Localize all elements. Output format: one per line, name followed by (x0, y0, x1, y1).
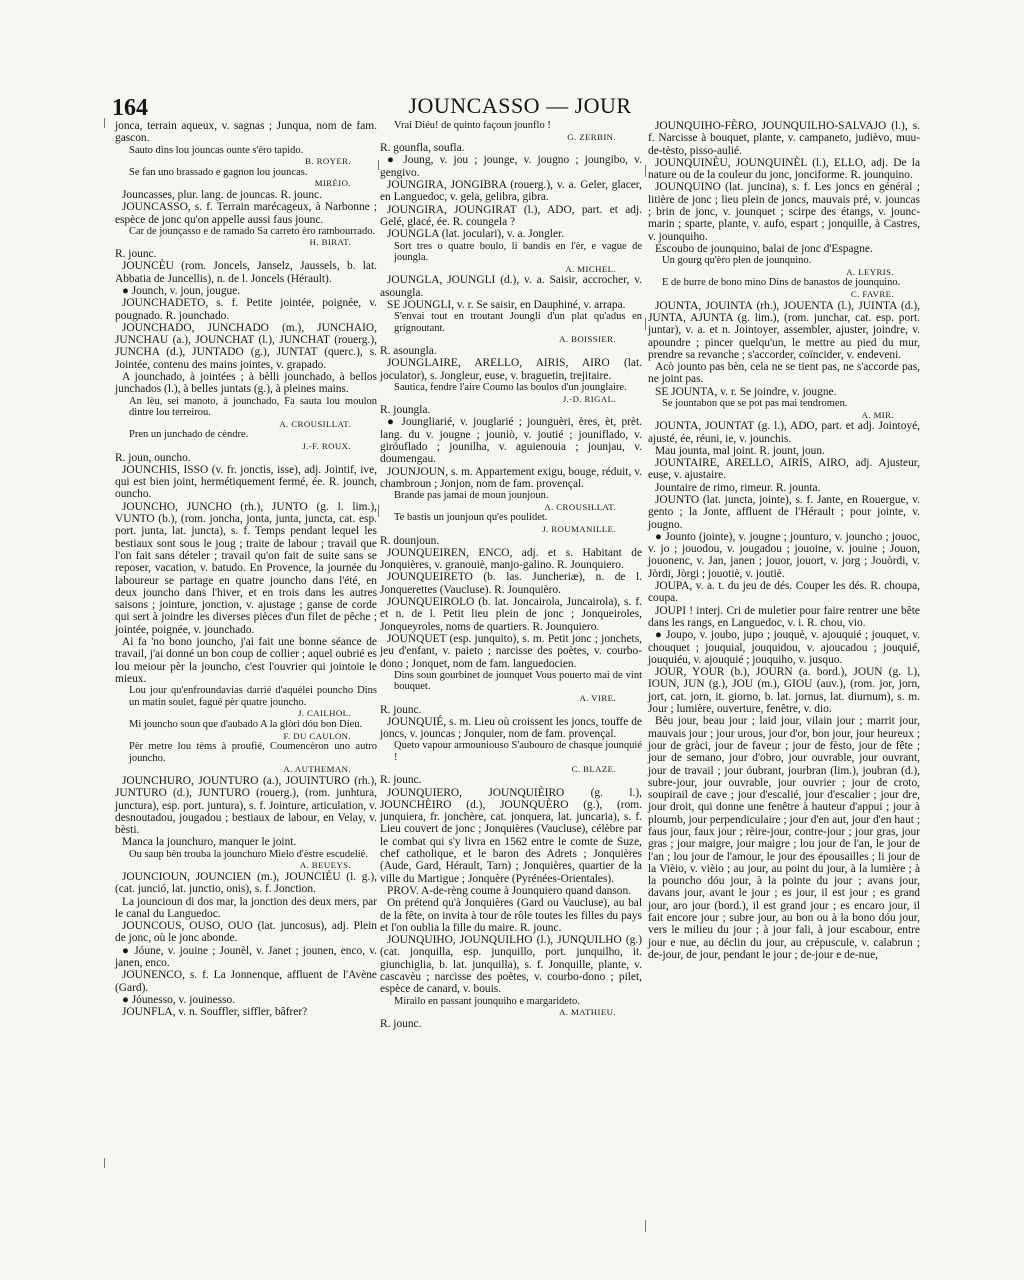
dictionary-entry: JOUNQUEIRETO (b. las. Juncheriæ), n. de l. Jonquerettes (Vaucluse). R. Jounquièro. (380, 571, 642, 596)
dictionary-entry: Jouncasses, plur. lang. de jouncas. R. jounc. (122, 188, 322, 201)
quotation: Vrai Diéu! de quinto façoun jounflo ! (394, 120, 551, 131)
dictionary-entry: JOUNJOUN, s. m. Appartement exigu, bouge, réduit, v. chambroun ; Jonjon, nom de fam. provençal. (380, 465, 642, 490)
dictionary-entry: JOUNGIRA, JONGIBRA (rouerg.), v. a. Geler, glacer, en Languedoc, v. gela, gelibra, gibra. (380, 179, 642, 204)
quotation: Brande pas jamai de moun jounjoun. (394, 490, 549, 502)
column-divider (645, 165, 646, 177)
dictionary-entry: JOUNCOUS, OUSO, OUO (lat. juncosus), adj. Plein de jonc, où le jonc abonde. (115, 920, 377, 945)
column-3 (648, 120, 920, 961)
dictionary-entry: JOUNQUIHO, JOUNQUILHO (l.), JUNQUILHO (g.) (cat. jonquilla, esp. junquillo, port. junquilho, it. giunchiglia, b. lat. junquilla), s. f. Jonquille, plante, v. cascavèu ; narcisse des poètes, v. courbo-dono ; pilet, espèce de canard, v. bouis. (380, 934, 642, 996)
dictionary-entry: R. jounc. (115, 248, 157, 261)
column-divider (378, 505, 379, 517)
dictionary-entry: A jounchado, à jointées ; à bèlli jounchado, à bellos junchados (l.), à belles juntats (g.), à pleines mains. (115, 371, 377, 396)
attribution: B. ROYER. (305, 156, 351, 167)
attribution: C. BLAZE. (571, 763, 616, 774)
dictionary-entry: Acò jounto pas bèn, cela ne se tient pas, ne s'accorde pas, ne joint pas. (648, 361, 920, 386)
quotation: E de burre de bono mino Dins de banastos de jounquino. (662, 277, 901, 289)
margin-mark (104, 1158, 105, 1168)
column-divider (645, 1220, 646, 1232)
dictionary-entry: PROV. A-de-rèng coume à Jounquiero quand danson. (387, 884, 632, 897)
attribution: C. FAVRE. (850, 289, 894, 300)
dictionary-entry: Mau jounta, mal joint. R. jount, joun. (655, 444, 825, 457)
dictionary-entry: SE JOUNGLI, v. r. Se saisir, en Dauphiné, v. arrapa. (387, 298, 626, 311)
dictionary-entry: JOUPA, v. a. t. du jeu de dés. Couper les dés. R. choupa, coupa. (648, 580, 920, 605)
attribution: J.-F. ROUX. (302, 440, 351, 451)
attribution: H. BIRAT. (309, 237, 351, 248)
quotation: Te bastis un jounjoun qu'es poulidet. (394, 512, 548, 524)
dictionary-entry: JOUNENCO, s. f. La Jonnenque, affluent de l'Avène (Gard). (115, 969, 377, 994)
dictionary-entry: JOUNCHIS, ISSO (v. fr. jonctis, isse), adj. Jointif, ive, qui est bien joint, hermétiquement fermé, ée. R. jounch, ouncho. (115, 463, 377, 501)
dictionary-entry: R. jounc. (380, 703, 422, 716)
dictionary-entry: JOUNQUINO (lat. juncina), s. f. Les joncs en général ; litière de jonc ; lieu plein de joncs, mauvais pré, v. jouncas ; brin de jonc, v. jounquet ; scirpe des étangs, v. jounc-marin ; sparte, plante, v. aufo, espart ; jonquille, à Castres, v. jounquiho. (648, 181, 920, 243)
dictionary-entry: jonca, terrain aqueux, v. sagnas ; Junqua, nom de fam. gascon. (115, 120, 377, 145)
dictionary-entry: JOUNCIOUN, JOUNCIEN (m.), JOUNCIÉU (l. g.), (cat. junció, lat. junctio, onis), s. f. Jonction. (115, 870, 377, 896)
dictionary-entry: ● Jóunesso, v. jouinesso. (122, 993, 236, 1006)
attribution: A. CROUSILLAT. (279, 418, 351, 429)
dictionary-entry: Escoubo de jounquino, balai de jonc d'Espagne. (655, 242, 873, 255)
dictionary-entry: JOUNTA, JOUINTA (rh.), JOUENTA (l.), JUINTA (d.), JUNTA, AJUNTA (g. lim.), (rom. junchar, cat. esp. port. juntar), v. a. et n. Jointoyer, assembler, ajuster, joindre, v. apoundre ; pincer quelqu'un, le mettre au pied du mur, prendre sa revanche ; s'accorder, coïncider, v. endeveni. (648, 299, 920, 361)
dictionary-entry: R. asoungla. (380, 345, 437, 358)
attribution: A. MATHIEU. (559, 1007, 616, 1018)
dictionary-entry: JOUNQUIHO-FÈRO, JOUNQUILHO-SALVAJO (l.), s. f. Narcisse à bouquet, plante, v. campaneto, judièvo, muu-de-tèsto, pisso-aulié. (648, 120, 920, 157)
running-title: JOUNCASSO — JOUR (408, 93, 632, 118)
dictionary-entry: ● Jounto (jointe), v. jougne ; jounturo, v. jouncho ; jouoc, v. jo ; jouodou, v. jougadou ; jouoine, v. jouine ; Jouon, jouonenc, v. Jan, janen ; jouor, jouort, v. jorg ; Jouòrdi, v. Jòrdi, Jòrgi ; jouotiè, v. joutiè. (648, 530, 920, 580)
dictionary-entry: JOUNGLAIRE, ARELLO, AIRIS, AIRO (lat. joculator), s. Jongleur, euse, v. braguetin, trejitaire. (380, 357, 642, 382)
quotation: Un gourg qu'èro plen de jounquino. (662, 255, 812, 267)
dictionary-entry: JOUNQUIERO, JOUNQUIÈIRO (g. l.), JOUNCHÈIRO (d.), JOUNQUÈRO (g.), (rom. junquiera, fr. jonchère, cat. jonquera, lat. juncaria), s. f. Lieu couvert de jonc ; Jonquières (Vaucluse), célèbre par le combat qui s'y livra en 1562 entre le comte de Suze, chef catholique, et le baron des Adrets ; Jonquières (Aude, Gard, Hérault, Tarn) ; Jonquières, quartier de la ville du Martigue ; Jonquère (Pyrénées-Orientales). (380, 786, 642, 885)
dictionary-entry: JOUNGLA, JOUNGLI (d.), v. a. Saisir, accrocher, v. asoungla. (380, 274, 642, 299)
quotation: Pren un junchado de cèndre. (129, 429, 249, 441)
dictionary-entry: JOUNTO (lat. juncta, jointe), s. f. Jante, en Rouergue, v. gento ; la Jonte, affluent de l'Hérault ; pour jointe, v. jougno. (648, 493, 920, 531)
dictionary-entry: R. jounc. (380, 1017, 422, 1030)
dictionary-entry: JOUNCASSO, s. f. Terrain marécageux, à Narbonne ; espèce de jonc qu'on appelle aussi faus jounc. (115, 201, 377, 226)
dictionary-entry: R. joungla. (380, 404, 431, 417)
quotation: Pèr metre lou tèms à proufié, Coumencèron uno autro jouncho. (129, 741, 377, 764)
quotation: Mi jouncho soun que d'aubado A la glòri dóu bon Dieu. (129, 719, 363, 730)
quotation: S'envai tout en troutant Joungli d'un plat qu'adus en grignoutant. (394, 311, 642, 334)
attribution: G. ZERBIN. (567, 131, 616, 142)
attribution: A. MIR. (861, 409, 894, 420)
attribution: A. BEUEYS. (299, 860, 351, 871)
attribution: A. AUTHEMAN. (283, 764, 351, 775)
dictionary-entry: JOUNQUINÈU, JOUNQUINÈL (l.), ELLO, adj. De la nature ou de la couleur du jonc, jonciforme. R. jounquino. (648, 156, 920, 182)
quotation: Mirailo en passant jounquiho e margarideto. (394, 995, 580, 1007)
quotation: Se jountabon que se pot pas mai tendromen. (662, 398, 848, 410)
quotation: Sautica, fendre l'aire Coumo las boulos d'un jounglaire. (394, 381, 627, 393)
attribution: A. MICHEL. (565, 263, 616, 274)
dictionary-entry: On prétend qu'à Jonquières (Gard ou Vaucluse), au bal de la fête, on invita à tour de rôle toutes les filles du pays et l'on oublia la fille du maire. R. jounc. (380, 897, 642, 934)
quotation: Se fan uno brassado e gagnon lou jouncas. (129, 166, 308, 178)
attribution: J. CAILHOL. (297, 708, 351, 719)
dictionary-entry: ● Joung, v. jou ; jounge, v. jougno ; joungibo, v. gengivo. (380, 154, 642, 179)
dictionary-entry: ● Jóune, v. jouine ; Jounèl, v. Janet ; jounen, enco, v. janen, enco. (115, 944, 377, 970)
dictionary-entry: Ai fa 'no bono jouncho, j'ai fait une bonne séance de travail, j'ai donné un bon coup de collier ; aquel oubrié es lou meiour pèr la jouncho, c'est l'ouvrier qui jointoie le mieux. (115, 636, 377, 685)
dictionary-entry: SE JOUNTA, v. r. Se joindre, v. jougne. (655, 385, 837, 398)
quotation: Sauto dins lou jouncas ounte s'èro tapido. (129, 144, 304, 156)
dictionary-entry: Bèu jour, beau jour ; laid jour, vilain jour ; marrit jour, mauvais jour ; jour urous, jour d'or, bon jour, jour heureux ; jour de gràci, jour de faveur ; jour de fèsto, jour de fête ; jour de semano, jour d'obro, jour ouvrable, jour ouvrant, jour de travail ; jour óubrant, jourbran (lim.), joubran (d.), subre-jour, jour ouvrable, jour ouvrier ; jour de croto, soupirail de cave ; jour d'escalié, jour d'escalier ; jour dre, jour droit, qui donne une fenêtre à hauteur d'appui ; jour à ploumb, jour perpendiculaire ; jour d'en aut, jour d'en haut ; faus jour, faux jour ; rèire-jour, contre-jour ; jour gras, jour gras ; jour maigre, jour maigre ; lou jour de l'an, le jour de l'an ; lou jour de l'amour, le jour des épousailles ; li jour de la Vièio, v. vièio ; au jour, au point du jour, à la lumière ; à la pouncho dóu jour, à la pointe du jour ; avans jour, davans jour, avant le jour ; es jour, il est jour ; es grand jour, aro jour (bord.), il est grand jour ; es encaro jour, il fait encore jour ; subre jour, au bon ou à la bono dóu jour, vers le milieu du jour ; à jour fali, à jour escabour, entre jour e nue, au déclin du jour, au crépuscule, v. calabrun ; de-jour, de jour, pendant le jour ; de-jour e de-nue, (648, 715, 920, 961)
dictionary-entry: JOUNQUEIROLO (b. lat. Joncairola, Juncairola), s. f. et n. de l. Petit lieu plein de jonc ; Jonqueiroles, Jonqueyroles, noms de quartiers. R. Jounquiero. (380, 596, 642, 633)
quotation: Ou saup bèn trouba la jounchuro Mielo d'èstre escudelié. (129, 848, 368, 860)
dictionary-entry: JOUNTAIRE, ARELLO, AIRIS, AIRO, adj. Ajusteur, euse, v. ajustaire. (648, 457, 920, 482)
dictionary-entry: JOUNCHO, JUNCHO (rh.), JUNTO (g. l. lim.), VUNTO (b.), (rom. joncha, jonta, junta, juncta, cat. esp. port. junta, lat. juncta), s. f. Temps pendant lequel les bestiaux sont sous le joug ; traite de labour ; travail que l'on fait sans dételer ; travail qu'on fait de suite sans se reposer, vacation, v. batudo. En Provence, la journée du laboureur se partage en quatre jouncho dans l'été, en deux jouncho dans l'hiver, et en trois dans les autres saisons ; jointure, jonction, v. ajustage ; ganse de corde qui sert à joindre les diverses pièces d'un filet de pêche ; jointée, poignée, v. jounchado. (115, 500, 377, 636)
column-2 (380, 120, 642, 1030)
dictionary-entry: JOUNGLA (lat. joculari), v. a. Jongler. (387, 228, 565, 241)
dictionary-entry: JOUNQUET (esp. junquito), s. m. Petit jonc ; jonchets, jeu d'enfant, v. paieto ; narcisse des poètes, v. courbo-dono ; Jonquet, nom de fam. languedocien. (380, 632, 642, 670)
dictionary-entry: ● Joupo, v. joubo, jupo ; jouquè, v. ajouquié ; jouquet, v. chouquet ; jouquial, jouquidou, v. ajoucadou ; jouquié, jouquiéu, v. ajouquié ; jouquiho, v. jusquo. (648, 629, 920, 666)
dictionary-entry: JOUNGIRA, JOUNGIRAT (l.), ADO, part. et adj. Gelé, glacé, ée. R. coungela ? (380, 203, 642, 228)
dictionary-entry: JOUR, YOUR (b.), JOURN (a. bord.), JOUN (g. l.), IOUN, JUN (g.), JOU (m.), GIOU (auv.), (rom. jor, jorn, jort, cat. jorn, it. giorno, b. lat. jornus, lat. diurnum), s. m. Jour ; lumière, ouverture, fenêtre, v. dio. (648, 666, 920, 716)
dictionary-entry: Manca la jounchuro, manquer le joint. (122, 836, 297, 849)
dictionary-entry: R. dounjoun. (380, 534, 440, 547)
dictionary-entry: JOUNTA, JOUNTAT (g. l.), ADO, part. et adj. Jointoyé, ajusté, ée, réuni, ie, v. jounchis. (648, 420, 920, 445)
attribution: A. LEYRIS. (846, 266, 894, 277)
quotation: Lou jour qu'enfroundavias darrié d'aquèlei pouncho Dins un matin soulet, fagué pèr quatre jouncho. (129, 685, 377, 708)
dictionary-entry: La jouncioun di dos mar, la jonction des deux mers, par le canal du Languedoc. (115, 895, 377, 920)
quotation: Queto vapour armouniouso S'aubouro de chasque jounquié ! (394, 740, 643, 764)
dictionary-entry: JOUNCÈU (rom. Joncels, Janselz, Jaussels, b. lat. Abbatia de Juncellis), n. de l. Joncels (Hérault). (115, 260, 377, 285)
dictionary-entry: JOUNFLA, v. n. Souffler, siffler, bâfrer? (122, 1006, 308, 1019)
attribution: J.-D. RIGAL. (562, 393, 616, 404)
margin-mark (104, 118, 105, 128)
attribution: A. CROUSILLAT. (544, 501, 616, 512)
attribution: A. BOISSIER. (559, 334, 616, 345)
column-divider (378, 160, 379, 170)
attribution: A. VIRE. (579, 693, 616, 703)
dictionary-entry: ● Jounch, v. joun, jougue. (122, 284, 241, 297)
dictionary-entry: JOUNCHADO, JUNCHADO (m.), JUNCHAIO, JUNCHAU (a.), JOUNCHAT (l.), JUNCHAT (rouerg.), JUNCHA (d.), JUNTADO (g.), JUNTAT (querc.), s. Jointée, contenu des mains jointes, v. grapado. (115, 321, 377, 371)
attribution: MIRÈIO. (314, 178, 351, 189)
dictionary-entry: JOUNCHADETO, s. f. Petite jointée, poignée, v. pougnado. R. jounchado. (115, 297, 377, 322)
column-1 (115, 120, 377, 1019)
dictionary-entry: JOUPI ! interj. Cri de muletier pour faire rentrer une bête dans les rangs, en Languedoc, v. i. R. chou, vio. (648, 604, 920, 629)
column-divider (645, 318, 646, 330)
dictionary-entry: R. jounc. (380, 774, 422, 787)
dictionary-entry: R. gounfla, soufla. (380, 142, 465, 155)
page-number: 164 (112, 95, 148, 121)
quotation: Car de jounçasso e de ramado Sa carreto èro rambourrado. (129, 225, 376, 237)
dictionary-entry: Jountaire de rimo, rimeur. R. jounta. (655, 481, 821, 494)
quotation: Dins soun gourbinet de jounquet Vous pouerto mai de vint bouquet. (394, 669, 642, 693)
attribution: F. DU CAULON. (283, 730, 351, 741)
dictionary-entry: ● Joungliarié, v. jouglarié ; jounguèri, ères, èt, prèt. lang. du v. jougne ; jouniò, v. joutié ; jouniflado, v. giróuflado ; jounilha, v. aguienouia ; jounjau, v. doumengau. (380, 416, 642, 466)
dictionary-entry: JOUNQUEIREN, ENCO, adj. et s. Habitant de Jonquières, v. granouiè, manjo-galino. R. Jounquiero. (380, 546, 642, 572)
quotation: An lèu, sei manoto, à jounchado, Fa sauta lou moulon dintre lou terreirou. (129, 395, 377, 419)
attribution: J. ROUMANILLE. (542, 523, 616, 534)
dictionary-entry: JOUNCHURO, JOUNTURO (a.), JOUINTURO (rh.), JUNTURO (d.), JUNTURO (rouerg.), (rom. junhtura, junctura), esp. port. juntura), s. f. Jointure, articulation, v. desnoutadou, jougadou ; bestiaux de labour, en Velay, v. bèsti. (115, 774, 377, 837)
dictionary-entry: R. joun, ouncho. (115, 451, 191, 464)
dictionary-entry: JOUNQUIÉ, s. m. Lieu où croissent les joncs, touffe de joncs, v. jouncas ; Jonquier, nom de fam. provençal. (380, 715, 642, 741)
quotation: Sort tres o quatre boulo, li bandis en l'èr, e vague de joungla. (394, 240, 642, 264)
